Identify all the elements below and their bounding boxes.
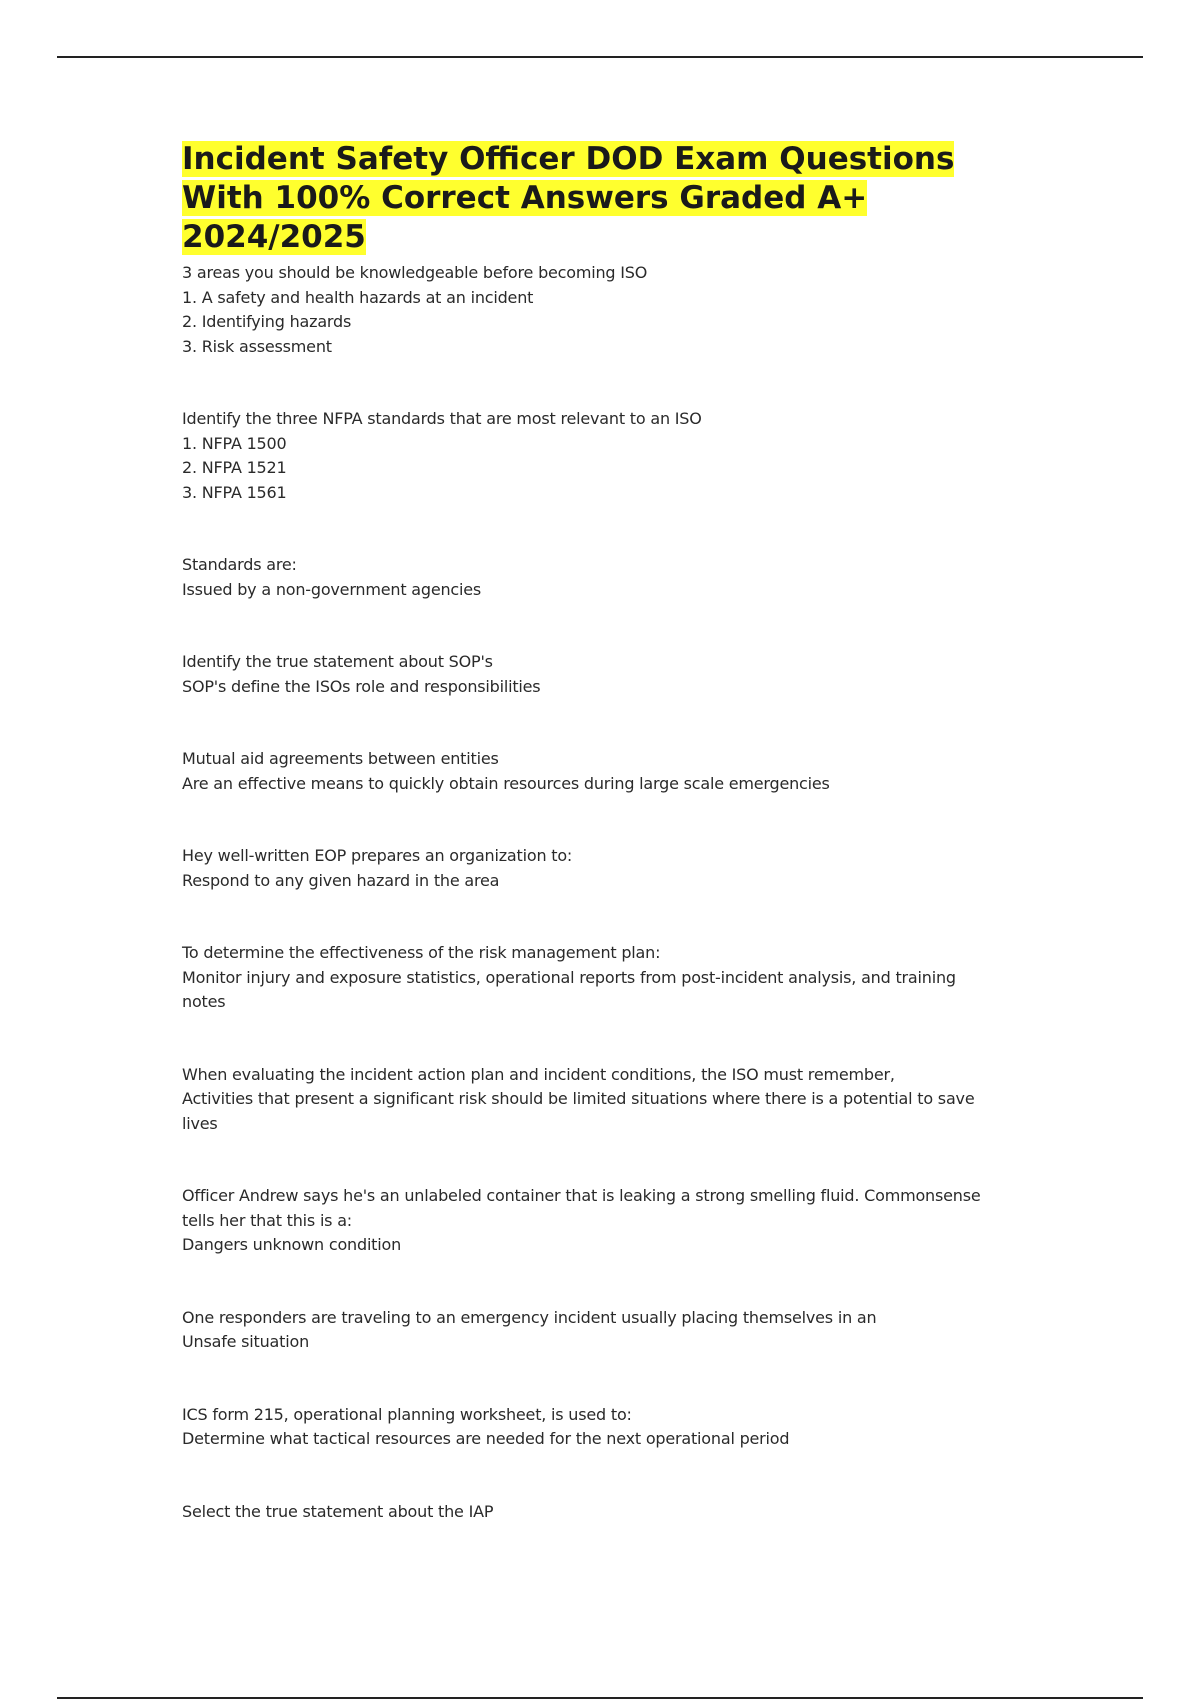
question-text: Officer Andrew says he's an unlabeled container that is leaking a strong smelling fluid. Commonsense bbox=[182, 1186, 981, 1205]
answer-line: Are an effective means to quickly obtain resources during large scale emergencies bbox=[182, 773, 830, 793]
question-text: ICS form 215, operational planning worksheet, is used to: bbox=[182, 1404, 632, 1424]
document-body bbox=[182, 140, 1022, 1572]
document-title bbox=[182, 140, 1022, 257]
qa-item bbox=[182, 1403, 1022, 1452]
answer-line: 3. NFPA 1561 bbox=[182, 482, 287, 502]
question-text: Mutual aid agreements between entities bbox=[182, 749, 499, 768]
title-line-1: Incident Safety Officer DOD Exam Questions bbox=[182, 141, 955, 177]
question-text: Hey well-written EOP prepares an organization to: bbox=[182, 846, 573, 865]
header-rule bbox=[57, 56, 1143, 58]
qa-item bbox=[182, 407, 1022, 505]
question-text: To determine the effectiveness of the risk management plan: bbox=[182, 943, 661, 962]
question-list bbox=[182, 261, 1022, 1524]
footer-rule bbox=[57, 1697, 1143, 1699]
answer-line: 1. A safety and health hazards at an incident bbox=[182, 287, 534, 307]
qa-item bbox=[182, 844, 1022, 893]
answer-line: Activities that present a significant risk should be limited situations where there is a potential to save bbox=[182, 1089, 975, 1108]
answer-line: Dangers unknown condition bbox=[182, 1235, 402, 1254]
question-text: One responders are traveling to an emergency incident usually placing themselves in an bbox=[182, 1307, 877, 1327]
qa-item bbox=[182, 1500, 1022, 1525]
question-text: Select the true statement about the IAP bbox=[182, 1501, 494, 1521]
qa-item bbox=[182, 650, 1022, 699]
answer-line: Issued by a non-government agencies bbox=[182, 579, 482, 599]
question-text: Identify the three NFPA standards that are most relevant to an ISO bbox=[182, 409, 702, 428]
question-text: 3 areas you should be knowledgeable before becoming ISO bbox=[182, 263, 648, 282]
question-text: tells her that this is a: bbox=[182, 1210, 353, 1230]
answer-line: lives bbox=[182, 1113, 218, 1133]
qa-item bbox=[182, 941, 1022, 1015]
qa-item bbox=[182, 553, 1022, 602]
answer-line: Monitor injury and exposure statistics, operational reports from post-incident analysis, and training bbox=[182, 967, 956, 987]
title-line-2: With 100% Correct Answers Graded A+ bbox=[182, 180, 868, 216]
answer-line: Unsafe situation bbox=[182, 1332, 310, 1351]
answer-line: notes bbox=[182, 992, 226, 1011]
qa-item bbox=[182, 1063, 1022, 1137]
qa-item bbox=[182, 261, 1022, 359]
answer-line: 2. Identifying hazards bbox=[182, 312, 352, 331]
qa-item bbox=[182, 1306, 1022, 1355]
question-text: Identify the true statement about SOP's bbox=[182, 652, 493, 671]
answer-line: 2. NFPA 1521 bbox=[182, 458, 287, 477]
qa-item bbox=[182, 747, 1022, 796]
answer-line: 1. NFPA 1500 bbox=[182, 433, 287, 453]
qa-item bbox=[182, 1184, 1022, 1258]
question-text: Standards are: bbox=[182, 555, 297, 574]
answer-line: Respond to any given hazard in the area bbox=[182, 870, 500, 890]
answer-line: Determine what tactical resources are needed for the next operational period bbox=[182, 1429, 790, 1448]
question-text: When evaluating the incident action plan and incident conditions, the ISO must remember, bbox=[182, 1064, 895, 1084]
answer-line: 3. Risk assessment bbox=[182, 336, 332, 356]
title-line-3: 2024/2025 bbox=[182, 219, 366, 255]
answer-line: SOP's define the ISOs role and responsibilities bbox=[182, 676, 541, 696]
